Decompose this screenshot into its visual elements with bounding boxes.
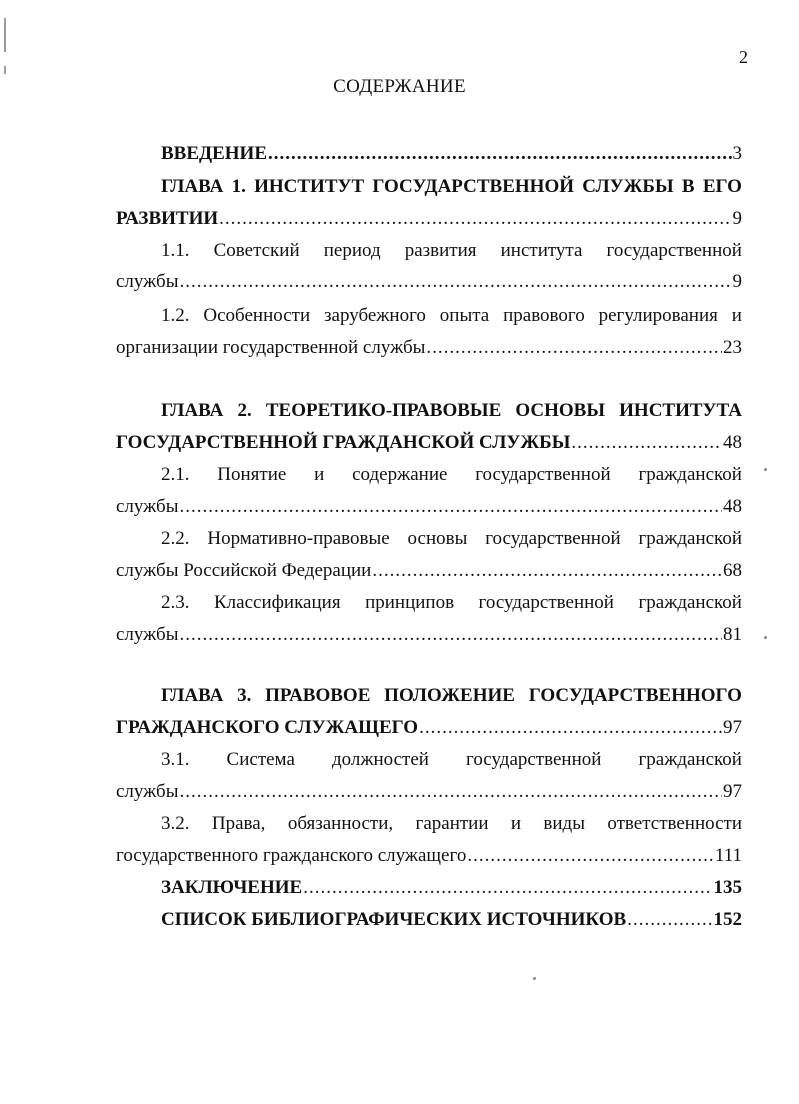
toc-leader-dots — [179, 622, 722, 648]
toc-word: Понятие — [217, 464, 287, 485]
toc-leader-dots — [179, 779, 722, 805]
toc-word: ЕГО — [702, 176, 742, 197]
toc-word: ГЛАВА — [161, 176, 224, 197]
toc-word: гражданской — [638, 464, 742, 485]
toc-entry-section-1-1-line2[interactable] — [116, 269, 742, 295]
toc-leader-dots — [627, 907, 712, 933]
toc-label: РАЗВИТИИ — [116, 208, 219, 229]
toc-word: гражданской — [638, 592, 742, 613]
toc-entry-chapter-3-line1[interactable] — [161, 683, 742, 709]
toc-leader-dots — [268, 141, 732, 167]
toc-page-number: 111 — [714, 845, 742, 866]
toc-label: ВВЕДЕНИЕ — [161, 143, 267, 164]
toc-word: В — [681, 176, 695, 197]
toc-label: службы Российской Федерации — [116, 560, 372, 581]
toc-word: основы — [407, 528, 468, 549]
toc-page-number: 9 — [732, 208, 742, 229]
toc-page-number: 23 — [723, 337, 742, 358]
toc-word: 2. — [237, 400, 252, 421]
toc-word: принципов — [365, 592, 455, 613]
toc-word: опыта — [439, 305, 490, 326]
toc-word: ГОСУДАРСТВЕННОЙ — [372, 176, 574, 197]
toc-label: государственного гражданского служащего — [116, 845, 467, 866]
toc-word: государственной — [475, 464, 611, 485]
scan-speck — [533, 977, 536, 980]
page-title: СОДЕРЖАНИЕ — [333, 76, 466, 97]
toc-word: 3. — [237, 685, 252, 706]
toc-leader-dots — [426, 335, 722, 361]
toc-word: 1.1. — [161, 240, 190, 261]
toc-word: ТЕОРЕТИКО-ПРАВОВЫЕ — [265, 400, 502, 421]
toc-entry-section-1-2-line2[interactable] — [116, 335, 742, 361]
toc-word: 3.1. — [161, 749, 190, 770]
toc-word: Права, — [211, 813, 266, 834]
toc-page-number: 48 — [723, 496, 742, 517]
toc-word: государственной — [466, 749, 602, 770]
toc-leader-dots — [571, 430, 722, 456]
toc-word: Нормативно-правовые — [207, 528, 390, 549]
toc-entry-chapter-2-line2[interactable] — [116, 430, 742, 456]
toc-label: ГРАЖДАНСКОГО СЛУЖАЩЕГО — [116, 717, 419, 738]
toc-word: 2.2. — [161, 528, 190, 549]
toc-entry-bibliography[interactable] — [161, 907, 742, 933]
toc-page-number: 81 — [723, 624, 742, 645]
toc-entry-section-2-2-line1[interactable] — [161, 526, 742, 552]
toc-entry-chapter-1-line1[interactable] — [161, 174, 742, 200]
toc-word: правового — [503, 305, 585, 326]
toc-word: ГОСУДАРСТВЕННОГО — [528, 685, 742, 706]
toc-word: 1.2. — [161, 305, 190, 326]
toc-leader-dots — [219, 206, 731, 232]
toc-leader-dots — [372, 558, 722, 584]
toc-label: службы — [116, 271, 179, 292]
toc-entry-conclusion[interactable] — [161, 875, 742, 901]
toc-entry-chapter-1-line2[interactable] — [116, 206, 742, 232]
toc-word: ИНСТИТУТА — [619, 400, 742, 421]
toc-entry-chapter-3-line2[interactable] — [116, 715, 742, 741]
toc-word: гражданской — [638, 749, 742, 770]
toc-word: 3.2. — [161, 813, 190, 834]
toc-word: ГЛАВА — [161, 685, 224, 706]
toc-label: службы — [116, 496, 179, 517]
toc-label: ГОСУДАРСТВЕННОЙ ГРАЖДАНСКОЙ СЛУЖБЫ — [116, 432, 571, 453]
toc-word: ответственности — [607, 813, 742, 834]
toc-label: СПИСОК БИБЛИОГРАФИЧЕСКИХ ИСТОЧНИКОВ — [161, 909, 627, 930]
toc-word: государственной — [485, 528, 621, 549]
toc-label: организации государственной службы — [116, 337, 426, 358]
toc-label: службы — [116, 624, 179, 645]
toc-word: регулирования — [598, 305, 718, 326]
toc-word: 2.1. — [161, 464, 190, 485]
toc-word: содержание — [352, 464, 448, 485]
scan-speck — [764, 468, 767, 471]
scan-margin-mark — [4, 66, 6, 74]
toc-leader-dots — [179, 494, 722, 520]
toc-word: ГЛАВА — [161, 400, 224, 421]
toc-word: должностей — [331, 749, 429, 770]
toc-entry-section-2-3-line1[interactable] — [161, 590, 742, 616]
toc-word: Особенности — [203, 305, 311, 326]
toc-entry-section-3-2-line1[interactable] — [161, 811, 742, 837]
toc-word: государственной — [478, 592, 614, 613]
toc-page-number: 3 — [732, 143, 742, 164]
toc-word: института — [500, 240, 583, 261]
toc-entry-section-2-1-line2[interactable] — [116, 494, 742, 520]
toc-entry-section-1-1-line1[interactable] — [161, 238, 742, 264]
toc-word: СЛУЖБЫ — [582, 176, 674, 197]
toc-entry-section-2-3-line2[interactable] — [116, 622, 742, 648]
toc-word: виды — [543, 813, 585, 834]
toc-entry-section-3-2-line2[interactable] — [116, 843, 742, 869]
toc-entry-chapter-2-line1[interactable] — [161, 398, 742, 424]
toc-word: ПОЛОЖЕНИЕ — [384, 685, 515, 706]
scan-speck — [764, 636, 767, 639]
toc-label: ЗАКЛЮЧЕНИЕ — [161, 877, 303, 898]
toc-word: Классификация — [214, 592, 341, 613]
toc-page-number: 97 — [723, 781, 742, 802]
toc-word: и — [510, 813, 522, 834]
toc-word: обязанности, — [287, 813, 394, 834]
scan-margin-mark — [4, 18, 6, 52]
toc-word: 2.3. — [161, 592, 190, 613]
toc-word: развития — [404, 240, 477, 261]
toc-word: и — [314, 464, 325, 485]
toc-leader-dots — [303, 875, 712, 901]
toc-word: зарубежного — [324, 305, 426, 326]
toc-word: и — [731, 305, 742, 326]
page-number: 2 — [739, 47, 748, 67]
toc-entry-section-2-1-line1[interactable] — [161, 462, 742, 488]
toc-entry-section-3-1-line2[interactable] — [116, 779, 742, 805]
toc-page-number: 152 — [713, 909, 742, 930]
toc-page-number: 97 — [723, 717, 742, 738]
toc-entry-intro[interactable] — [161, 141, 742, 167]
toc-page-number: 135 — [713, 877, 742, 898]
toc-entry-section-3-1-line1[interactable] — [161, 747, 742, 773]
toc-word: ИНСТИТУТ — [254, 176, 365, 197]
toc-word: гарантии — [415, 813, 489, 834]
toc-entry-section-1-2-line1[interactable] — [161, 303, 742, 329]
toc-page-number: 9 — [732, 271, 742, 292]
toc-word: 1. — [231, 176, 246, 197]
toc-word: период — [323, 240, 381, 261]
toc-leader-dots — [179, 269, 731, 295]
toc-word: Советский — [213, 240, 300, 261]
toc-word: ПРАВОВОЕ — [265, 685, 371, 706]
toc-leader-dots — [467, 843, 714, 869]
toc-page-number: 48 — [723, 432, 742, 453]
toc-entry-section-2-2-line2[interactable] — [116, 558, 742, 584]
toc-word: ОСНОВЫ — [515, 400, 606, 421]
toc-word: Система — [226, 749, 295, 770]
toc-leader-dots — [419, 715, 722, 741]
toc-label: службы — [116, 781, 179, 802]
toc-word: государственной — [606, 240, 742, 261]
toc-page-number: 68 — [723, 560, 742, 581]
toc-word: гражданской — [638, 528, 742, 549]
